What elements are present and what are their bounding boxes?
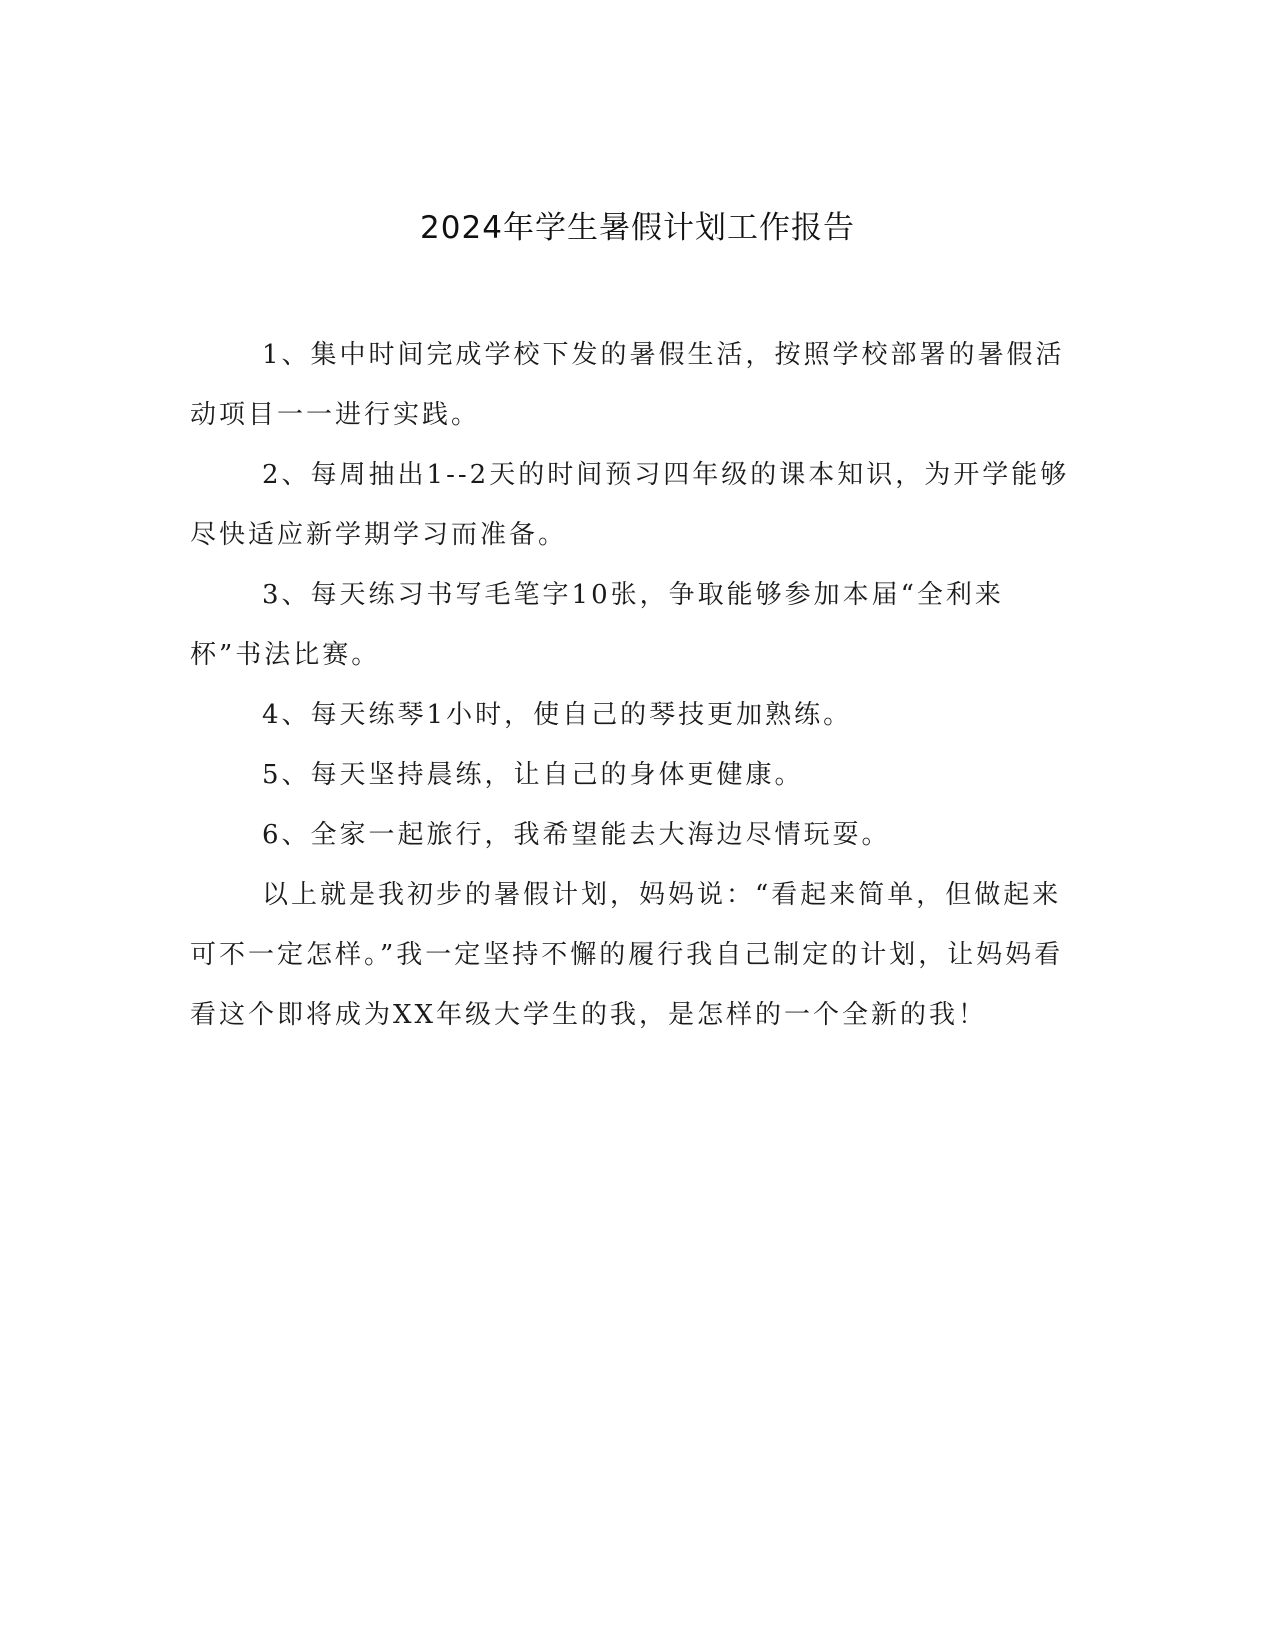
paragraph-item-1: 1、集中时间完成学校下发的暑假生活，按照学校部署的暑假活动项目一一进行实践。	[190, 340, 1065, 430]
paragraph-item-5: 5、每天坚持晨练，让自己的身体更健康。	[262, 760, 804, 790]
document-title: 2024年学生暑假计划工作报告	[420, 210, 855, 246]
paragraph-conclusion: 以上就是我初步的暑假计划，妈妈说：“看起来简单，但做起来可不一定怎样。”我一定坚持不懈的履行我自己制定的计划，让妈妈看看这个即将成为XX年级大学生的我，是怎样的一个全新的我！	[190, 880, 1064, 1030]
document-body	[190, 325, 1070, 1045]
paragraph-item-3: 3、每天练习书写毛笔字10张，争取能够参加本届“全利来杯”书法比赛。	[190, 580, 1004, 670]
paragraph-item-6: 6、全家一起旅行，我希望能去大海边尽情玩耍。	[262, 820, 891, 850]
paragraph-item-2: 2、每周抽出1--2天的时间预习四年级的课本知识，为开学能够尽快适应新学期学习而准备。	[190, 460, 1070, 550]
paragraph-item-4: 4、每天练琴1小时，使自己的琴技更加熟练。	[262, 700, 853, 730]
